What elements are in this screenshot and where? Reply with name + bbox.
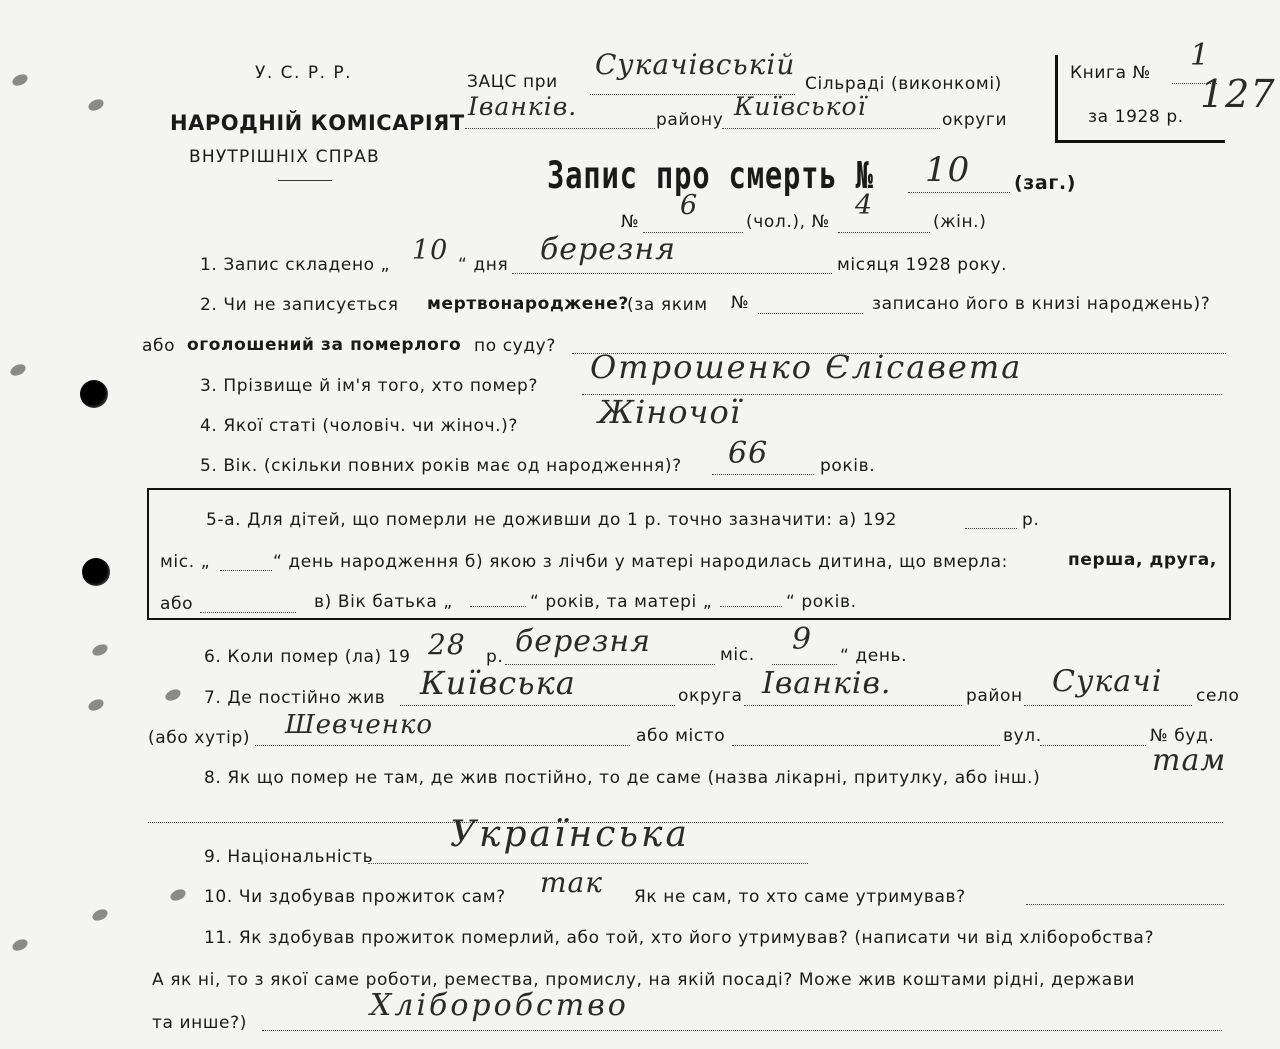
q5a-line1: 5-а. Для дітей, що померли не доживши до 1 р. точно зазначити: а) 192: [206, 510, 898, 530]
ink-smudge: [11, 72, 30, 88]
male-no-label: №: [621, 212, 640, 232]
q2-which: (за яким: [627, 295, 708, 315]
q7-village: Сукачі: [1052, 664, 1163, 699]
q7x-city-line: [732, 745, 1000, 746]
death-record-title: Запис про смерть №: [547, 154, 874, 197]
q2-label: 2. Чи не записується: [200, 295, 399, 315]
q7-district-label: район: [966, 686, 1023, 706]
book-label: Книга №: [1070, 63, 1151, 83]
q2-birth-book: записано його в книзі народжень)?: [872, 294, 1211, 314]
district-line: [465, 128, 655, 129]
q1-month-label: місяця 1928 року.: [837, 255, 1008, 275]
q6-month-label: міс.: [720, 645, 755, 665]
q5a-mother-age: “ років, та матері „: [530, 592, 713, 612]
ink-smudge: [87, 97, 106, 113]
q10-who: Як не сам, то хто саме утримував?: [634, 887, 966, 907]
q7-label: 7. Де постійно жив: [204, 688, 386, 708]
q7-okrug-line: [400, 705, 675, 706]
q10-label: 10. Чи здобував прожиток сам?: [204, 887, 506, 907]
q11-occupation: Хліборобство: [370, 988, 629, 1023]
q7x-house-label: № буд.: [1150, 726, 1215, 746]
general-label: (заг.): [1014, 172, 1076, 194]
okrug-line: [722, 128, 940, 129]
q7x-label: (або хутір): [148, 728, 251, 748]
female-number: 4: [855, 190, 874, 221]
ussr-heading: У. С. Р. Р.: [255, 63, 353, 83]
male-label: (чол.), №: [746, 212, 830, 232]
q9-label: 9. Національність: [204, 847, 374, 867]
q7x-farm: Шевченко: [285, 710, 434, 740]
ink-smudge: [169, 887, 188, 903]
q9-nationality: Українська: [450, 814, 690, 855]
okrug-label: округи: [942, 110, 1008, 130]
q8-label: 8. Як що помер не там, де жив постійно, то де саме (назва лікарні, притулку, або інш.): [204, 768, 1041, 788]
q1-month-line: [512, 273, 832, 274]
q5-age: 66: [728, 436, 769, 471]
q6-day-label: “ день.: [840, 646, 908, 666]
q5a-year-line: [965, 528, 1017, 529]
ink-smudge: [91, 907, 110, 923]
header-divider: [278, 180, 332, 181]
punch-hole-top: [80, 380, 108, 408]
q11-line3: та инше?): [152, 1013, 247, 1033]
q6-month: березня: [515, 624, 652, 659]
record-number: 10: [925, 150, 971, 190]
q5a-first-second: перша, друга,: [1068, 550, 1217, 570]
q5a-day-line: [220, 570, 272, 571]
q6-label: 6. Коли помер (ла) 19: [204, 647, 411, 667]
q6-year-suffix: р.: [486, 647, 504, 667]
q9-line: [368, 863, 808, 864]
page-number: 127: [1200, 72, 1276, 116]
ink-smudge: [11, 937, 30, 953]
q5a-month: міс. „: [160, 552, 211, 572]
q5-line: [712, 474, 814, 475]
ink-smudge: [9, 362, 28, 378]
q7-village-label: село: [1196, 686, 1240, 706]
q2d-court: по суду?: [474, 336, 556, 356]
q5a-mother-line: [720, 606, 782, 607]
q5a-years: “ років.: [786, 592, 857, 612]
ink-smudge: [164, 687, 183, 703]
q11-line1: 11. Як здобував прожиток померлий, або той, хто його утримував? (написати чи від хліборобства?: [204, 928, 1155, 948]
q8-place: там: [1152, 743, 1227, 778]
ink-smudge: [91, 642, 110, 658]
q2-no-line: [758, 313, 863, 314]
commissariat-heading: НАРОДНІЙ КОМІСАРІЯТ: [170, 111, 465, 135]
q5a-year-suffix: р.: [1022, 510, 1040, 530]
internal-affairs-heading: ВНУТРІШНІХ СПРАВ: [189, 147, 380, 167]
ink-smudge: [87, 697, 106, 713]
q10-self: так: [540, 866, 603, 899]
q5a-father-age: в) Вік батька „: [314, 592, 453, 612]
q7-village-line: [1024, 705, 1192, 706]
q5-label: 5. Вік. (скільки повних років має од народження)?: [200, 456, 682, 476]
q2d-declared: оголошений за померлого: [187, 335, 462, 355]
q5a-or-line: [200, 612, 296, 613]
q5a-line2: “ день народження б) якою з лічби у матері народилась дитина, що вмерла:: [273, 552, 1008, 572]
q1-label: 1. Запис складено „: [200, 255, 391, 275]
record-no-line: [908, 192, 1010, 193]
q3-label: 3. Прізвище й ім'я того, хто помер?: [200, 376, 539, 396]
q7x-street-label: вул.: [1003, 726, 1042, 746]
punch-hole-bottom: [82, 558, 110, 586]
q4-label: 4. Якої статі (чоловіч. чи жіноч.)?: [200, 416, 519, 436]
q6-year: 28: [428, 628, 466, 661]
q7x-street-line: [1040, 745, 1146, 746]
district-name: Іванків.: [468, 92, 578, 121]
q5a-or: або: [160, 594, 194, 614]
village-name: Сукачівській: [595, 48, 796, 81]
q6-day-line: [772, 664, 837, 665]
q5-years: років.: [820, 456, 876, 476]
year-label: за 1928 р.: [1088, 107, 1184, 127]
q3-name: Отрошенко Єлісавета: [590, 348, 1023, 386]
zags-label: ЗАЦС при: [467, 72, 558, 92]
q11-line: [262, 1030, 1222, 1031]
female-label: (жін.): [933, 212, 987, 232]
district-label: району: [656, 110, 724, 130]
q5a-father-line: [470, 606, 526, 607]
q7-okrug-label: округа: [678, 686, 743, 706]
q7-district-line: [744, 705, 962, 706]
q4-sex: Жіночої: [598, 393, 741, 431]
q2-no: №: [731, 293, 750, 313]
q7x-city-label: або місто: [636, 726, 726, 746]
q7-okrug: Київська: [420, 664, 576, 702]
q7-district: Іванків.: [762, 666, 892, 701]
okrug-name: Київської: [734, 92, 867, 121]
q2d-or: або: [142, 336, 176, 356]
male-number: 6: [680, 190, 699, 221]
council-label: Сільраді (виконкомі): [805, 74, 1002, 94]
female-no-line: [838, 232, 930, 233]
q1-day-label: “ дня: [458, 255, 509, 275]
q7x-farm-line: [255, 745, 630, 746]
q6-day: 9: [792, 622, 813, 657]
q1-month: березня: [540, 232, 677, 267]
q1-day: 10: [412, 235, 449, 266]
book-number: 1: [1190, 38, 1211, 73]
q10-line: [1026, 904, 1224, 905]
q11-line2: А як ні, то з якої саме роботи, ремества, промислу, на якій посаді? Може жив коштами рідні, держави: [152, 970, 1136, 990]
q2-stillborn: мертвонароджене?: [427, 294, 629, 314]
